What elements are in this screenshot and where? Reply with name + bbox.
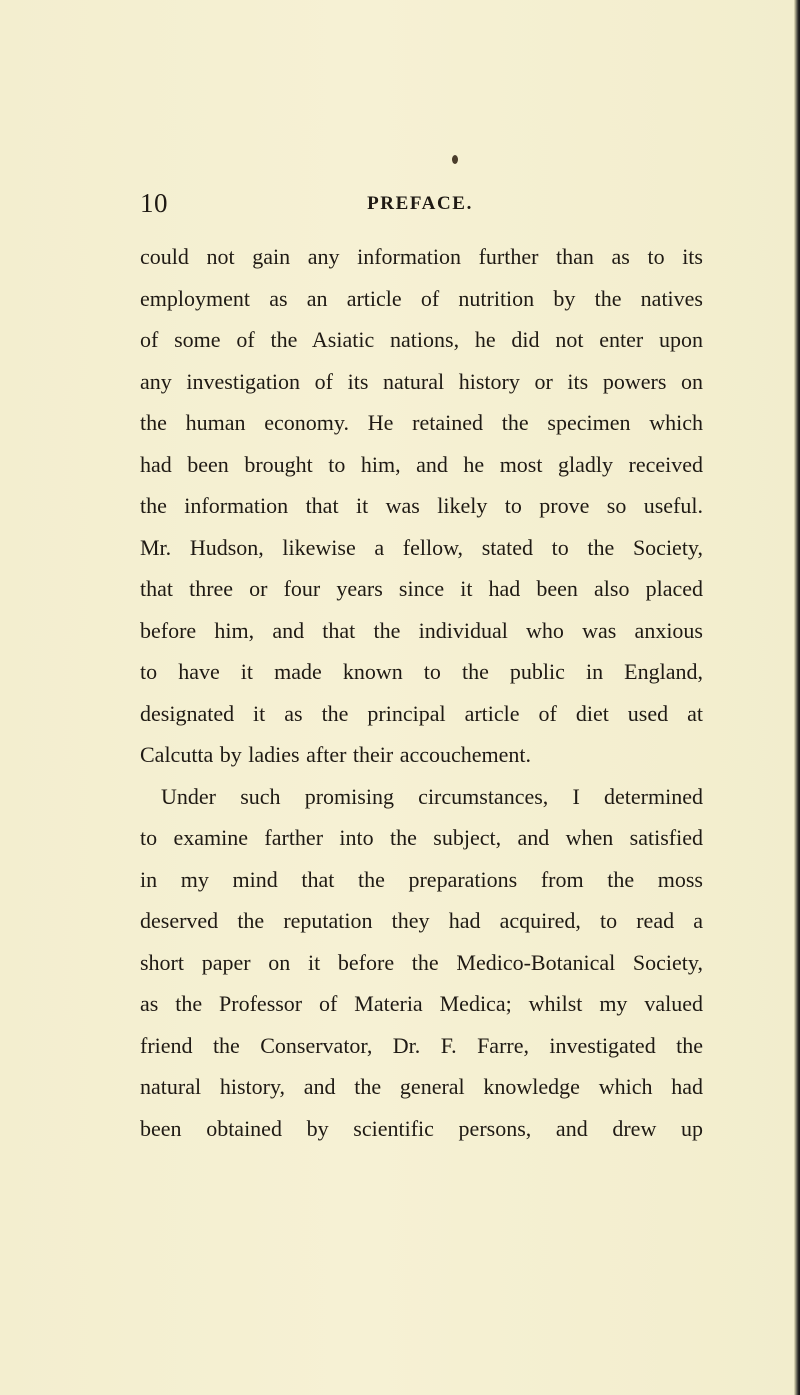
ink-speck (452, 155, 458, 164)
text-line: been obtained by scientific persons, and drew up (140, 1115, 703, 1141)
text-line: had been brought to him, and he most gladly received (140, 451, 703, 477)
text-line: that three or four years since it had been also placed (140, 576, 703, 601)
body-text (140, 236, 703, 1149)
text-line: as the Professor of Materia Medica; whilst my valued (140, 991, 703, 1016)
text-line: could not gain any information further than as to its (140, 244, 703, 269)
text-line: of some of the Asiatic nations, he did not enter upon (140, 327, 703, 352)
text-line: short paper on it before the Medico-Botanical Society, (140, 949, 703, 975)
text-line: any investigation of its natural history or its powers on (140, 368, 703, 394)
text-line: Mr. Hudson, likewise a fellow, stated to the Society, (140, 534, 703, 560)
page-edge-shadow (794, 0, 800, 1395)
running-head: PREFACE. (367, 193, 473, 214)
text-line: natural history, and the general knowledge which had (140, 1074, 703, 1099)
text-line: to examine farther into the subject, and when satisfied (140, 825, 703, 850)
page-header (140, 188, 700, 218)
text-line: the information that it was likely to prove so useful. (140, 493, 703, 518)
page-number: 10 (140, 188, 168, 218)
text-line: the human economy. He retained the specimen which (140, 410, 703, 435)
text-line: designated it as the principal article of diet used at (140, 700, 703, 726)
text-line: in my mind that the preparations from the moss (140, 866, 703, 892)
text-line: to have it made known to the public in England, (140, 659, 703, 684)
text-line: deserved the reputation they had acquired, to read a (140, 908, 703, 933)
text-line-paragraph-start: Under such promising circumstances, I determined (161, 783, 703, 809)
text-line: before him, and that the individual who was anxious (140, 617, 703, 643)
text-line-paragraph-end: Calcutta by ladies after their accouchement. (140, 742, 532, 767)
text-line: employment as an article of nutrition by the natives (140, 285, 703, 311)
text-line: friend the Conservator, Dr. F. Farre, investigated the (140, 1032, 703, 1058)
